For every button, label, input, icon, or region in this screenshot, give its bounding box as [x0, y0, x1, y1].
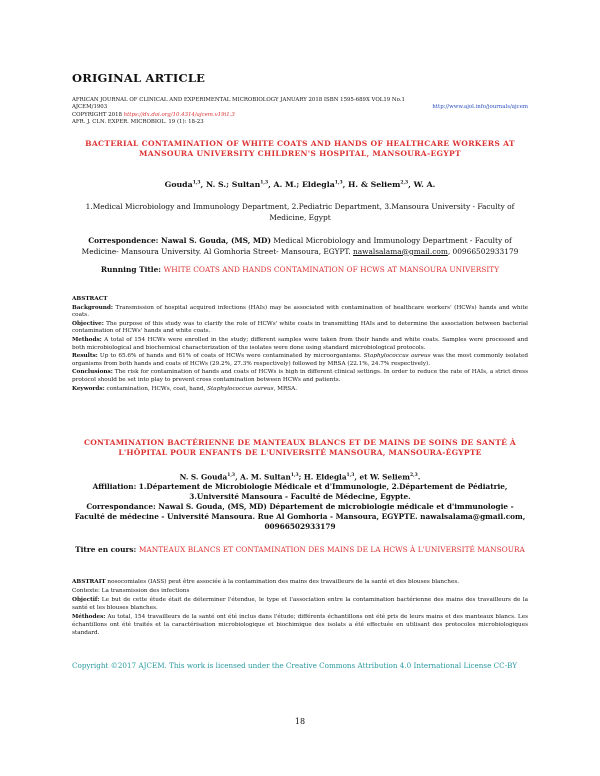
- fr-author-3-sup: 1,3: [346, 473, 355, 478]
- doi-link[interactable]: https://dx.doi.org/10.4314/ajcem.v19i1.3: [123, 111, 235, 118]
- article-type-heading: ORIGINAL ARTICLE: [72, 71, 206, 85]
- french-authors: [72, 471, 528, 482]
- french-affiliation: Affiliation: 1.Département de Microbiologie Médicale et d'Immunologie, 2.Département de Pédiatrie, 3.Université Mansoura - Faculté de Médecine, Egypte.: [92, 482, 508, 502]
- fr-author-2-sup: 1,3: [290, 473, 299, 478]
- author-2-sup: 1,3: [260, 180, 269, 186]
- results-text-post: was the most commonly isolated organisms from both hands and coats of HCWs (29.2%, 27.3% respectively) followed by MRSA (22.1%, 24.7% respectively).: [72, 353, 528, 367]
- french-abstract: [72, 578, 528, 638]
- fr-author-1-sup: 1,3: [227, 473, 236, 478]
- journal-line: AFRICAN JOURNAL OF CLINICAL AND EXPERIMENTAL MICROBIOLOGY JANUARY 2018 ISBN 1595-689X VOL19 No.1: [72, 97, 405, 103]
- abstract-section: [72, 296, 528, 394]
- author-1-initials: , N. S.; Sultan: [200, 180, 261, 189]
- methodes-text: Au total, 154 travailleurs de la santé ont été inclus dans l'étude; différents échantillons ont été pris de leurs mains et des manteaux blancs. Les échantillons ont été traités et la caractérisation microbiologique et biochimique des isolats a été effectuée en utilisant des protocoles microbiologiques standard.: [72, 614, 528, 636]
- results-text-pre: Up to 65.6% of hands and 61% of coats of HCWs were contaminated by microorganisms.: [97, 353, 364, 360]
- running-title-text: WHITE COATS AND HANDS CONTAMINATION OF HCWS AT MANSOURA UNIVERSITY: [163, 265, 500, 274]
- abstrait-label: ABSTRAIT: [72, 579, 106, 585]
- author-1-name: Gouda: [164, 180, 193, 189]
- french-correspondence: Correspondance: Nawal S. Gouda, (MS, MD) Département de microbiologie médicale et d'immunologie - Faculté de médecine - Université Mansoura. Rue Al Gomhoria - Mansoura, EGYPTE. nawalsalama@gmail.com, 00966502933179: [74, 502, 526, 532]
- keywords-post: , MRSA.: [273, 385, 298, 392]
- fr-author-2: , A. M. Sultan: [235, 472, 291, 482]
- article-title: BACTERIAL CONTAMINATION OF WHITE COATS AND HANDS OF HEALTHCARE WORKERS AT MANSOURA UNIVERSITY CHILDREN'S HOSPITAL, MANSOURA-EGYPT: [85, 139, 515, 158]
- fr-author-4-sup: 2,3: [409, 473, 418, 478]
- running-title: [72, 265, 528, 274]
- french-running-title: [72, 545, 528, 556]
- fr-author-4: , et W. Seliem: [354, 472, 410, 482]
- keywords-label: Keywords:: [72, 385, 105, 392]
- fr-author-1: N. S. Gouda: [179, 472, 228, 482]
- correspondence-phone: , 00966502933179: [447, 246, 519, 256]
- objective-text: The purpose of this study was to clarify the role of HCWs' white coats in transmitting HAIs and to determine the association between bacterial contamination of HCWs' hands and white coats.: [72, 320, 528, 335]
- correspondence: [72, 236, 528, 257]
- conclusions-label: Conclusions:: [72, 369, 113, 376]
- correspondence-email[interactable]: nawalsalama@gmail.com: [352, 246, 448, 256]
- objectif-text: Le but de cette étude était de déterminer l'étendue, le type et l'association entre la contamination bactérienne des mains des travailleurs de la santé et les blouses blanches.: [72, 597, 528, 611]
- results-label: Results:: [72, 353, 98, 360]
- keywords-species: Staphylococcus aureus: [207, 385, 274, 392]
- author-4-sup: 2,3: [400, 180, 409, 186]
- fr-author-end: .: [417, 472, 421, 482]
- correspondence-label: Correspondence: Nawal S. Gouda, (MS, MD): [88, 236, 271, 245]
- methodes-label: Méthodes:: [72, 614, 106, 620]
- objectif-label: Objectif:: [72, 597, 100, 603]
- conclusions-text: The risk for contamination of hands and coats of HCWs is high in different clinical settings. In order to reduce the rate of HAIs, a strict dress protocol should be set into play to prevent cross contamination between HCWs and patients.: [72, 369, 528, 383]
- contexte-text: Contexte: La transmission des infections: [72, 588, 190, 594]
- objective-label: Objective:: [72, 320, 104, 327]
- background-text: Transmission of hospital acquired infections (HAIs) may be associated with contamination of healthcare workers' (HCWs) hands and white coats.: [72, 304, 528, 319]
- author-1-sup: 1,3: [192, 180, 201, 186]
- correspondence-text: Medical Microbiology and Immunology Department - Faculty of Medicine- Mansoura University. Al Gomhoria Street- Mansoura, EGYPT.: [81, 236, 512, 256]
- results-species: Staphylococcus aureus: [363, 353, 431, 360]
- author-2-initials: , A. M.; Eldegla: [268, 180, 335, 189]
- french-running-title-text: MANTEAUX BLANCS ET CONTAMINATION DES MAINS DE LA HCWS À L'UNIVERSITÉ MANSOURA: [138, 545, 525, 554]
- french-author-block: [72, 471, 528, 532]
- abstract-heading: ABSTRACT: [72, 296, 108, 302]
- methods-text: A total of 154 HCWs were enrolled in the study; different samples were taken from their hands and white coats. Samples were processed and both microbiological and biochemical characterization of the isolates were done using standard microbiological protocols.: [72, 336, 528, 351]
- ajcem-code: AJCEM/1903: [72, 104, 108, 111]
- fr-author-3: ; H. Eldegla: [298, 472, 347, 482]
- background-label: Background:: [72, 304, 114, 311]
- author-4-initials: , W. A.: [408, 180, 436, 189]
- methods-label: Methods:: [72, 336, 102, 343]
- keywords-pre: contamination, HCWs, coat, hand,: [104, 385, 208, 392]
- page-number: 18: [294, 717, 306, 726]
- author-3-initials: , H. & Seliem: [342, 180, 401, 189]
- author-3-sup: 1,3: [334, 180, 343, 186]
- french-running-title-label: Titre en cours:: [75, 545, 139, 554]
- abstrait-text: nosocomiales (IASS) peut être associée à la contamination des mains des travailleurs de la santé et des blouses blanches.: [105, 579, 460, 585]
- journal-metadata: [72, 97, 528, 126]
- journal-url-link[interactable]: http://www.ajol.info/journals/ajcem: [432, 104, 528, 111]
- copyright-notice: Copyright ©2017 AJCEM. This work is licensed under the Creative Commons Attribution 4.0 International License CC-BY: [72, 661, 517, 670]
- author-list: [72, 180, 528, 189]
- citation-line: AFR. J. CLN. EXPER. MICROBIOL. 19 (1): 18-23: [72, 118, 204, 125]
- affiliation: 1.Medical Microbiology and Immunology Department, 2.Pediatric Department, 3.Mansoura University - Faculty of Medicine, Egypt: [85, 202, 515, 222]
- copyright-label: COPYRIGHT 2018: [72, 111, 122, 118]
- running-title-label: Running Title:: [100, 265, 164, 274]
- french-title: CONTAMINATION BACTÉRIENNE DE MANTEAUX BLANCS ET DE MAINS DE SOINS DE SANTÉ À L'HÔPITAL POUR ENFANTS DE L'UNIVERSITÉ MANSOURA, MANSOURA-ÉGYPTE: [83, 438, 517, 457]
